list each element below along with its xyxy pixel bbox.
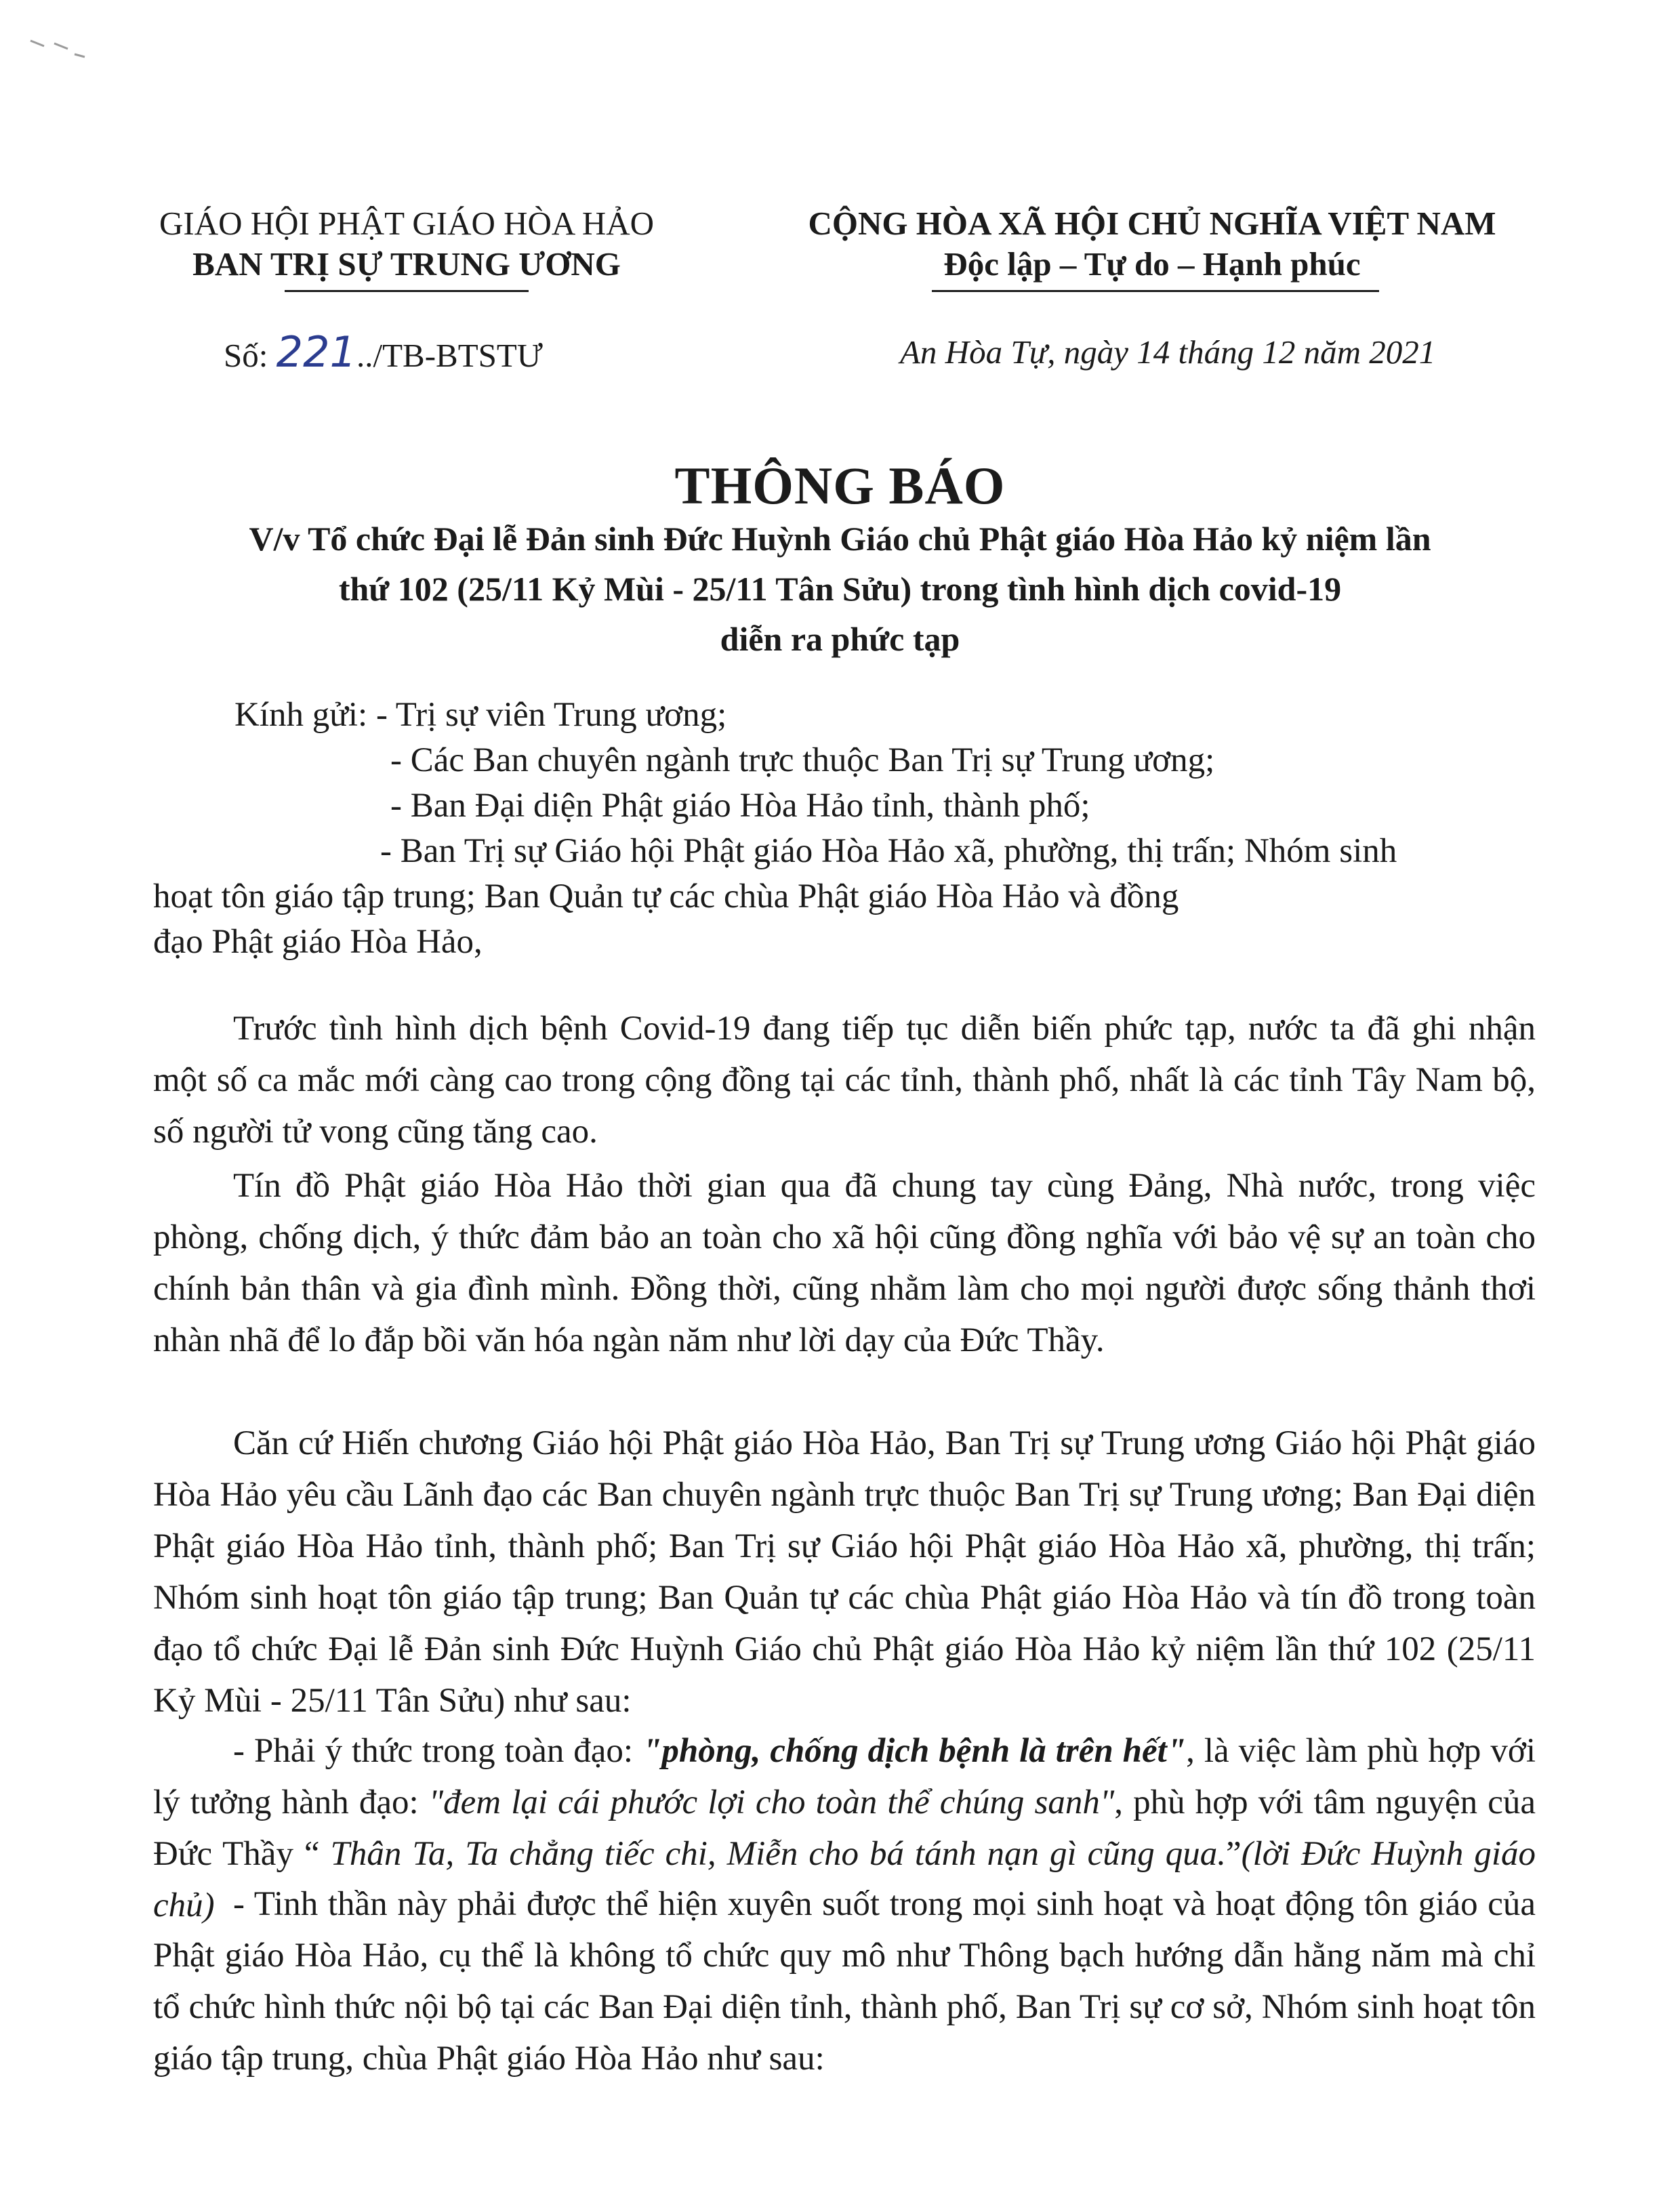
paragraph-1-text: Trước tình hình dịch bệnh Covid-19 đang tiếp tục diễn biến phức tạp, nước ta đã ghi nhận một số ca mắc mới càng cao trong cộng đồng tại các tỉnh, thành phố, nhất là các tỉnh Tây Nam bộ, số người tử vong cũng tăng cao. bbox=[153, 1010, 1536, 1151]
paragraph-5 bbox=[153, 1878, 1536, 2084]
recipients-label: Kính gửi: bbox=[234, 696, 368, 734]
handwritten-number: 221 bbox=[276, 327, 356, 377]
p4-attribution: (lời Đức Huỳnh giáo chủ) bbox=[153, 1835, 1536, 1924]
paragraph-5-text: - Tinh thần này phải được thể hiện xuyên suốt trong mọi sinh hoạt và hoạt động tôn giáo của Phật giáo Hòa Hảo, cụ thể là không tổ chức quy mô như Thông bạch hướng dẫn hằng năm mà chỉ tổ chức hình thức nội bộ tại các Ban Đại diện tỉnh, thành phố, Ban Trị sự cơ sở, Nhóm sinh hoạt tôn giáo tập trung, chùa Phật giáo Hòa Hảo như sau: bbox=[153, 1885, 1536, 2078]
p4-quote-2: "đem lại cái phước lợi cho toàn thể chúng sanh" bbox=[428, 1783, 1115, 1821]
p4-middle: , là việc làm phù hợp với lý tưởng hành đạo: bbox=[153, 1732, 1536, 1821]
number-prefix: Số: bbox=[224, 337, 268, 374]
p4-intro: , phù hợp với tâm nguyện của Đức Thầy “ bbox=[153, 1783, 1536, 1873]
paragraph-2 bbox=[153, 1160, 1536, 1366]
paragraph-3-text: Căn cứ Hiến chương Giáo hội Phật giáo Hòa Hảo, Ban Trị sự Trung ương Giáo hội Phật giáo Hòa Hảo yêu cầu Lãnh đạo các Ban chuyên ngành trực thuộc Ban Trị sự Trung ương; Ban Đại diện Phật giáo Hòa Hảo tỉnh, thành phố; Ban Trị sự Giáo hội Phật giáo Hòa Hảo xã, phường, thị trấn; Nhóm sinh hoạt tôn giáo tập trung; Ban Quản tự các chùa Phật giáo Hòa Hảo và tín đồ trong toàn đạo tổ chức Đại lễ Đản sinh Đức Huỳnh Giáo chủ Phật giáo Hòa Hảo kỷ niệm lần thứ 102 (25/11 Kỷ Mùi - 25/11 Tân Sửu) như sau: bbox=[153, 1424, 1536, 1720]
recipient-2: - Các Ban chuyên ngành trực thuộc Ban Trị sự Trung ương; bbox=[390, 741, 1215, 779]
p4-close-quote: ” bbox=[1226, 1835, 1242, 1873]
recipient-1: - Trị sự viên Trung ương; bbox=[375, 696, 727, 734]
issuer-underline bbox=[285, 290, 529, 292]
paragraph-1 bbox=[153, 1003, 1536, 1157]
paragraph-2-text: Tín đồ Phật giáo Hòa Hảo thời gian qua đã chung tay cùng Đảng, Nhà nước, trong việc phòng, chống dịch, ý thức đảm bảo an toàn cho xã hội cũng đồng nghĩa với bảo vệ sự an toàn cho chính bản thân và gia đình mình. Đồng thời, cũng nhằm làm cho mọi người được sống thảnh thơi nhàn nhã để lo đắp bồi văn hóa ngàn năm như lời dạy của Đức Thầy. bbox=[153, 1167, 1536, 1359]
motto-underline bbox=[932, 290, 1379, 292]
number-suffix: ../TB-BTSTƯ bbox=[356, 337, 543, 374]
recipient-4-line-2: hoạt tôn giáo tập trung; Ban Quản tự các chùa Phật giáo Hòa Hảo và đồng bbox=[153, 878, 1179, 915]
recipients-block bbox=[153, 693, 1536, 965]
recipient-4-line-1: - Ban Trị sự Giáo hội Phật giáo Hòa Hảo xã, phường, thị trấn; Nhóm sinh bbox=[380, 832, 1397, 870]
p4-lead: - Phải ý thức trong toàn đạo: bbox=[233, 1732, 643, 1770]
paragraph-3 bbox=[153, 1418, 1536, 1727]
issuer-block bbox=[108, 203, 705, 285]
place-date: An Hòa Tự, ngày 14 tháng 12 năm 2021 bbox=[900, 333, 1436, 371]
document-subject bbox=[0, 514, 1680, 664]
subject-line-1: V/v Tổ chức Đại lễ Đản sinh Đức Huỳnh Giáo chủ Phật giáo Hòa Hảo kỷ niệm lần bbox=[249, 520, 1431, 558]
national-header bbox=[766, 203, 1538, 285]
scan-smudge bbox=[27, 34, 88, 61]
issuer-org: GIÁO HỘI PHẬT GIÁO HÒA HẢO bbox=[159, 205, 654, 242]
issuer-dept: BAN TRỊ SỰ TRUNG ƯƠNG bbox=[192, 245, 621, 283]
subject-line-2: thứ 102 (25/11 Kỷ Mùi - 25/11 Tân Sửu) trong tình hình dịch covid-19 bbox=[338, 570, 1342, 608]
document-number bbox=[224, 327, 543, 377]
p4-quote-3: Thân Ta, Ta chẳng tiếc chi, Miễn cho bá tánh nạn gì cũng qua. bbox=[330, 1835, 1226, 1873]
subject-line-3: diễn ra phức tạp bbox=[720, 620, 960, 658]
recipient-3: - Ban Đại diện Phật giáo Hòa Hảo tỉnh, thành phố; bbox=[390, 787, 1090, 825]
p4-quote-1: "phòng, chống dịch bệnh là trên hết" bbox=[642, 1732, 1187, 1770]
document-title: THÔNG BÁO bbox=[674, 456, 1006, 515]
country-name: CỘNG HÒA XÃ HỘI CHỦ NGHĨA VIỆT NAM bbox=[808, 205, 1496, 242]
recipient-4-line-3: đạo Phật giáo Hòa Hảo, bbox=[153, 923, 483, 961]
national-motto: Độc lập – Tự do – Hạnh phúc bbox=[943, 245, 1361, 283]
